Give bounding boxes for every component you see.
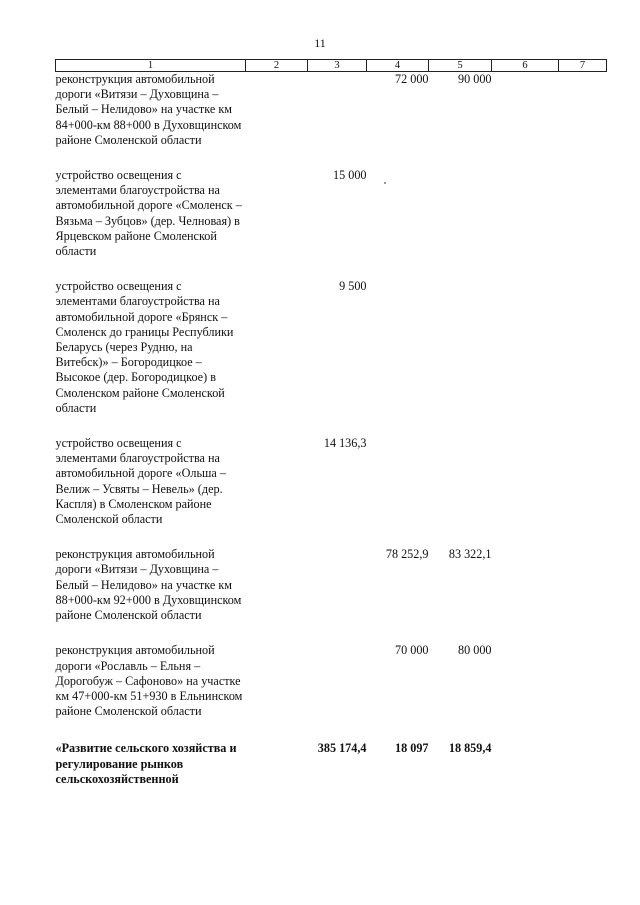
header-row <box>56 60 607 72</box>
table-row <box>56 741 607 787</box>
cell-col7 <box>559 643 607 719</box>
cell-col3: 9 500 <box>339 279 367 294</box>
cell-col7 <box>559 436 607 527</box>
column-header-5: 5 <box>429 60 492 72</box>
table-row <box>56 72 607 149</box>
cell-col4 <box>367 168 429 259</box>
table-row <box>56 547 607 623</box>
row-spacer <box>56 623 607 643</box>
cell-col2 <box>246 279 308 416</box>
cell-col2 <box>246 72 308 149</box>
cell-col4: 70 000 <box>394 643 429 658</box>
cell-col4: 18 097 <box>394 741 429 756</box>
cell-col6 <box>492 72 559 149</box>
cell-col4 <box>367 436 429 527</box>
cell-col6 <box>492 643 559 719</box>
row-name: «Развитие сельского хозяйства и регулирование рынков сельскохозяйственной <box>55 741 237 786</box>
cell-col7 <box>559 279 607 416</box>
row-spacer <box>56 259 607 279</box>
column-header-6: 6 <box>492 60 559 72</box>
cell-col6 <box>492 741 559 787</box>
row-name: реконструкция автомобильной дороги «Витязи – Духовщина – Белый – Нелидово» на участке км 88+000-км 92+000 в Духовщинском районе Смоленской области <box>55 547 242 623</box>
cell-col7 <box>559 547 607 623</box>
cell-col3: 385 174,4 <box>317 741 367 756</box>
cell-col6 <box>492 436 559 527</box>
cell-col5 <box>429 279 492 416</box>
cell-col7 <box>559 741 607 787</box>
cell-col5: 83 322,1 <box>448 547 492 562</box>
cell-col2 <box>246 643 308 719</box>
row-spacer <box>56 527 607 547</box>
cell-col3 <box>308 643 367 719</box>
cell-col2 <box>246 547 308 623</box>
cell-col7 <box>559 168 607 259</box>
cell-col3 <box>308 72 367 149</box>
row-name: устройство освещения с элементами благоустройства на автомобильной дороге «Смоленск – Вязьма – Зубцов» (дер. Челновая) в Ярцевском районе Смоленской области <box>55 168 242 259</box>
page-number: 11 <box>314 36 326 50</box>
cell-col4: 72 000 <box>394 72 429 86</box>
cell-col5: 90 000 <box>457 72 492 86</box>
cell-col4 <box>367 279 429 416</box>
cell-col5 <box>429 436 492 527</box>
column-header-2: 2 <box>246 60 308 72</box>
row-name: устройство освещения с элементами благоустройства на автомобильной дороге «Брянск – Смоленск до границы Республики Беларусь (через Рудню, на Витебск)» – Богородицкое – Высокое (дер. Богородицкое) в Смоленском районе Смоленской области <box>55 279 234 415</box>
column-header-7: 7 <box>559 60 607 72</box>
cell-col7 <box>559 72 607 149</box>
cell-col3 <box>308 547 367 623</box>
cell-col6 <box>492 279 559 416</box>
budget-table <box>55 59 607 787</box>
cell-col6 <box>492 547 559 623</box>
cell-col5: 18 859,4 <box>448 741 492 756</box>
column-header-1: 1 <box>56 60 246 72</box>
cell-col3: 15 000 <box>332 168 367 183</box>
row-name: устройство освещения с элементами благоустройства на автомобильной дороге «Ольша – Велиж – Усвяты – Невель» (дер. Каспля) в Смоленском районе Смоленской области <box>55 436 226 527</box>
table-row <box>56 279 607 416</box>
cell-col2 <box>246 741 308 787</box>
table-row <box>56 436 607 527</box>
table-row <box>56 168 607 259</box>
row-name: реконструкция автомобильной дороги «Витязи – Духовщина – Белый – Нелидово» на участке км 84+000-км 88+000 в Духовщинском районе Смоленской области <box>55 72 242 147</box>
column-header-4: 4 <box>367 60 429 72</box>
row-spacer <box>56 148 607 168</box>
column-header-3: 3 <box>308 60 367 72</box>
cell-col2 <box>246 436 308 527</box>
cell-col6 <box>492 168 559 259</box>
cell-col5: 80 000 <box>457 643 492 658</box>
row-name: реконструкция автомобильной дороги «Рославль – Ельня – Дорогобуж – Сафоново» на участке км 47+000-км 51+930 в Ельнинском районе Смоленской области <box>55 643 243 719</box>
cell-col4: 78 252,9 <box>385 547 429 562</box>
row-spacer <box>56 719 607 741</box>
cell-col3: 14 136,3 <box>323 436 367 451</box>
cell-col5 <box>429 168 492 259</box>
cell-col2 <box>246 168 308 259</box>
table-row <box>56 643 607 719</box>
row-spacer <box>56 416 607 436</box>
